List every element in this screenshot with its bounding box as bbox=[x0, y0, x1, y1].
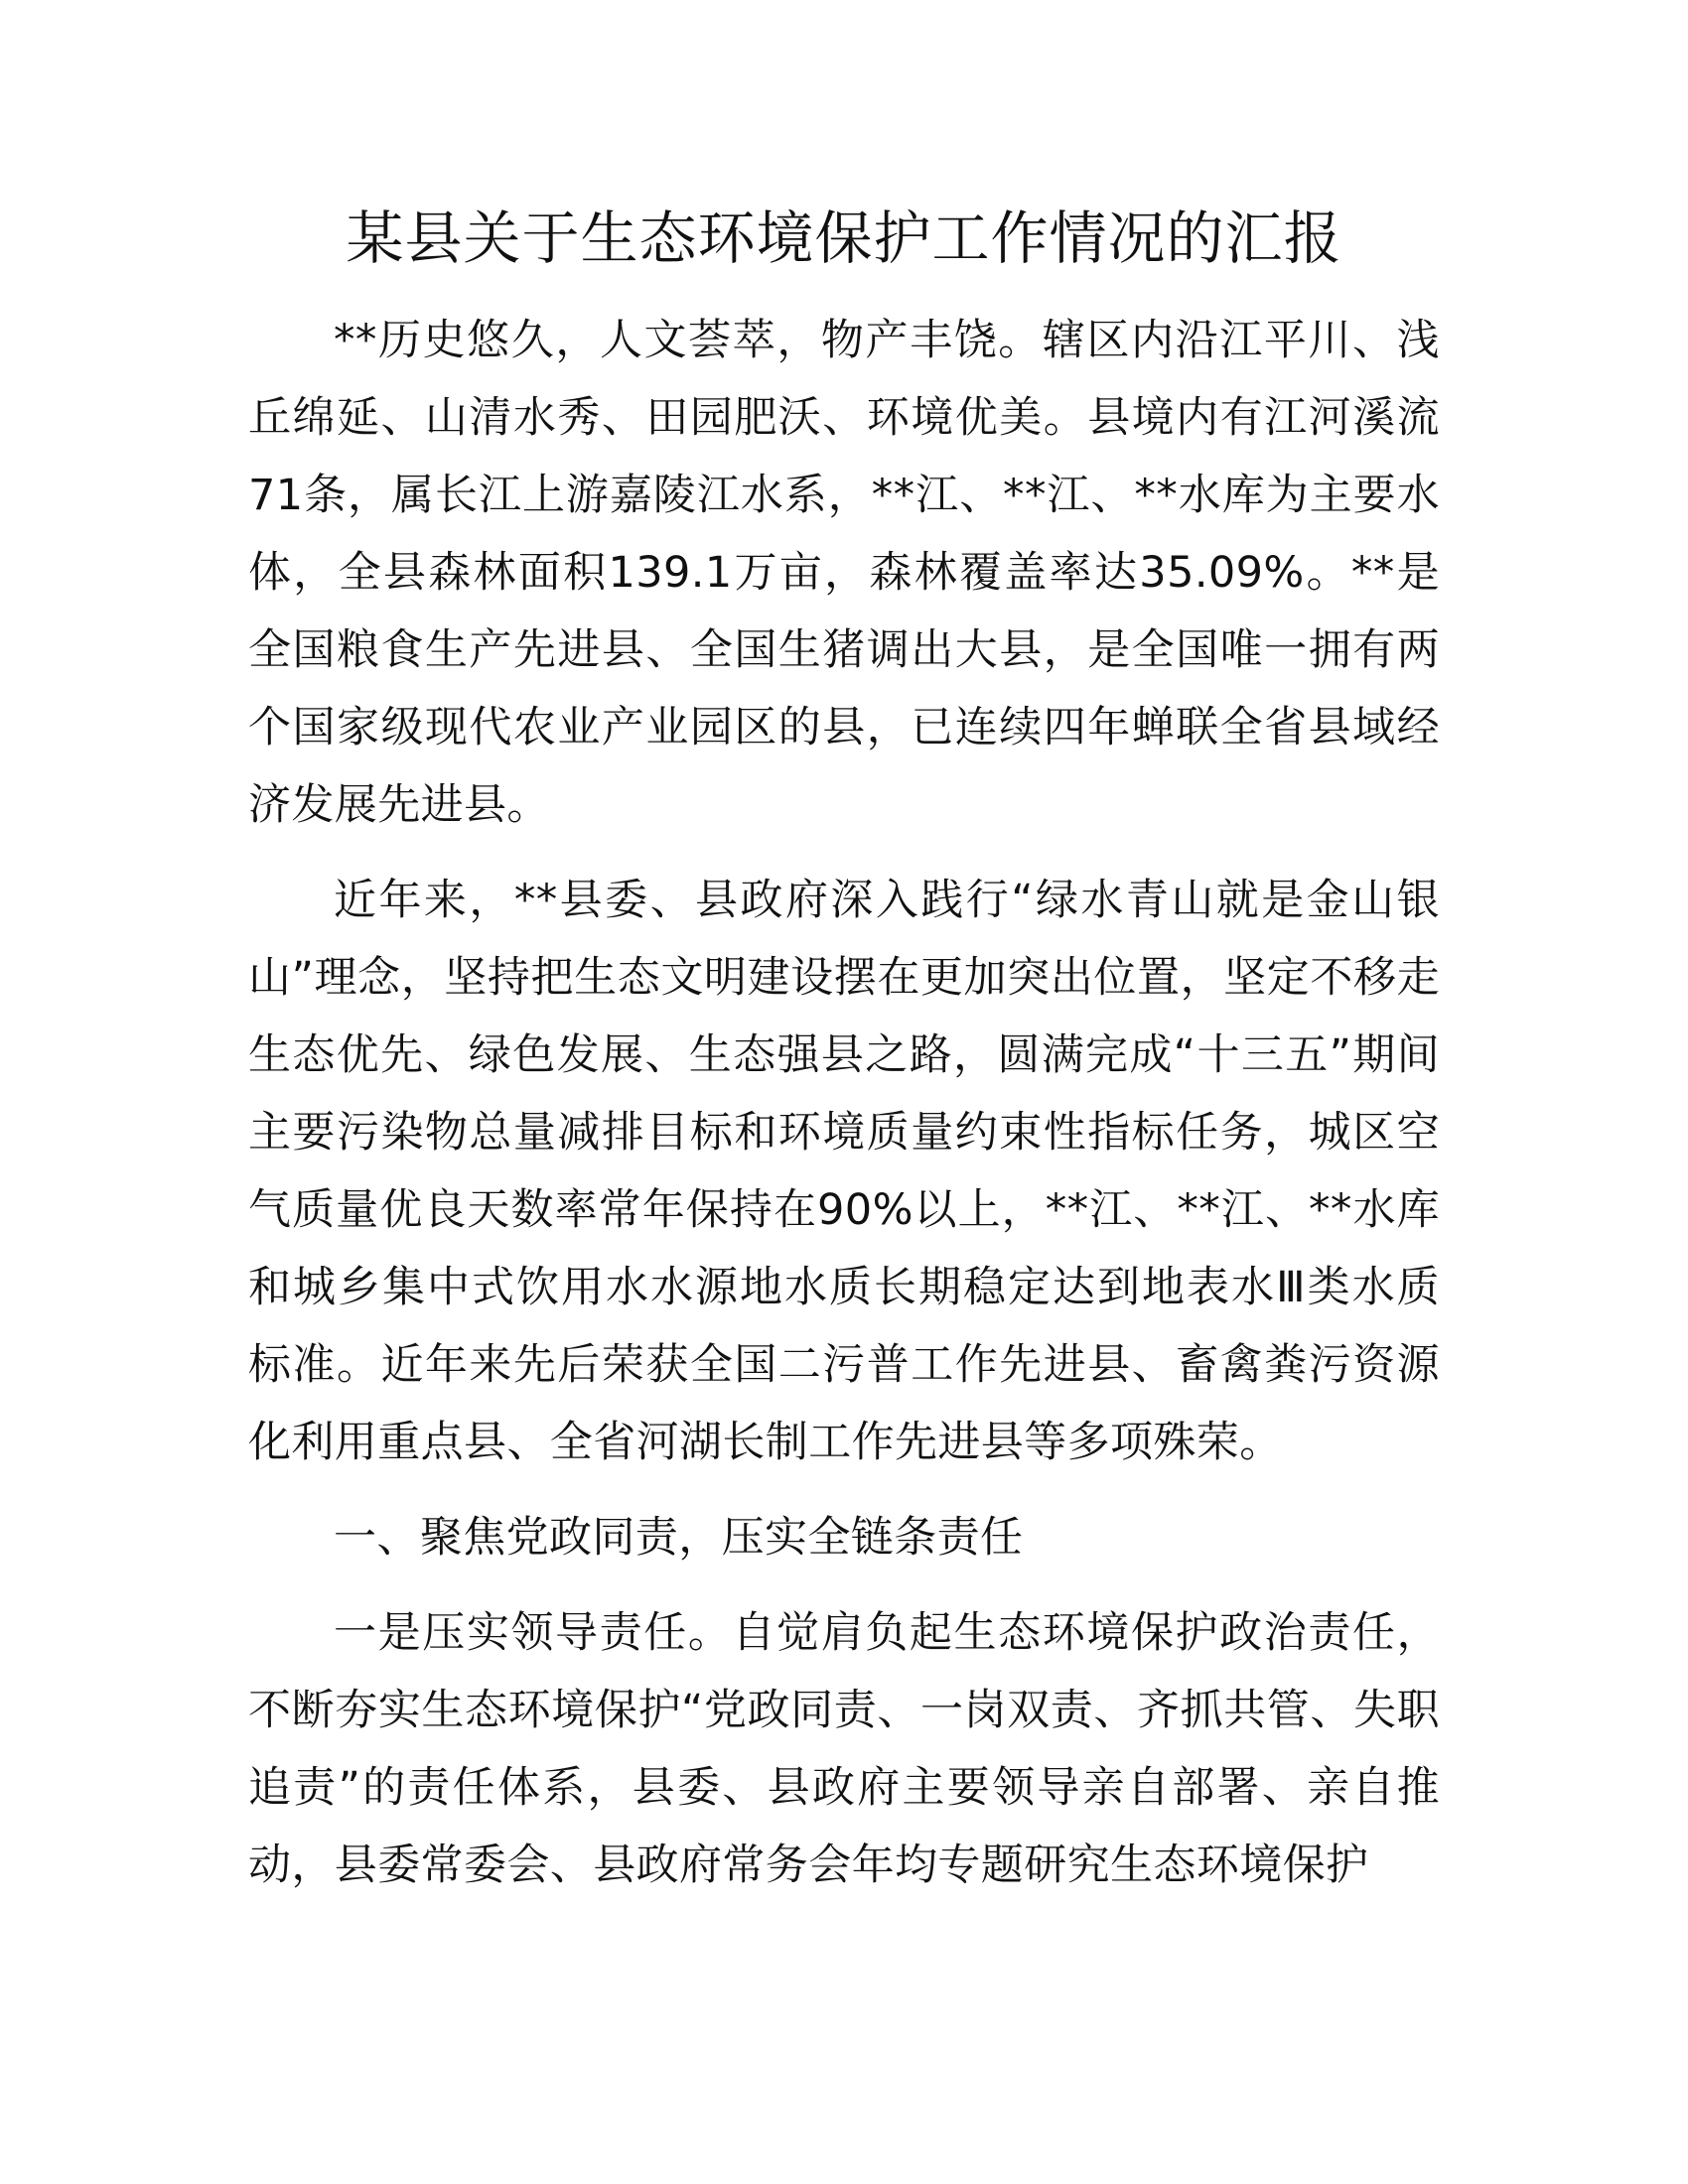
achievements-paragraph: 近年来，**县委、县政府深入践行“绿水青山就是金山银山”理念，坚持把生态文明建设摆在更加突出位置，坚定不移走生态优先、绿色发展、生态强县之路，圆满完成“十三五”期间主要污染物总量减排目标和环境质量约束性指标任务，城区空气质量优良天数率常年保持在90%以上，**江、**江、**水库和城乡集中式饮用水水源地水质长期稳定达到地表水Ⅲ类水质标准。近年来先后荣获全国二污普工作先进县、畜禽粪污资源化利用重点县、全省河湖长制工作先进县等多项殊荣。 bbox=[248, 876, 1440, 1467]
intro-paragraph: **历史悠久，人文荟萃，物产丰饶。辖区内沿江平川、浅丘绵延、山清水秀、田园肥沃、环境优美。县境内有江河溪流71条，属长江上游嘉陵江水系，**江、**江、**水库为主要水体，全县森林面积139.1万亩，森林覆盖率达35.09%。**是全国粮食生产先进县、全国生猪调出大县，是全国唯一拥有两个国家级现代农业产业园区的县，已连续四年蝉联全省县域经济发展先进县。 bbox=[248, 316, 1440, 830]
document-body bbox=[248, 302, 1440, 1922]
section-heading: 一、聚焦党政同责，压实全链条责任 bbox=[334, 1513, 1024, 1563]
document-title: 某县关于生态环境保护工作情况的汇报 bbox=[346, 205, 1342, 272]
section-paragraph: 一是压实领导责任。自觉肩负起生态环境保护政治责任，不断夯实生态环境保护“党政同责、一岗双责、齐抓共管、失职追责”的责任体系，县委、县政府主要领导亲自部署、亲自推动，县委常委会、县政府常务会年均专题研究生态环境保护 bbox=[248, 1608, 1440, 1890]
